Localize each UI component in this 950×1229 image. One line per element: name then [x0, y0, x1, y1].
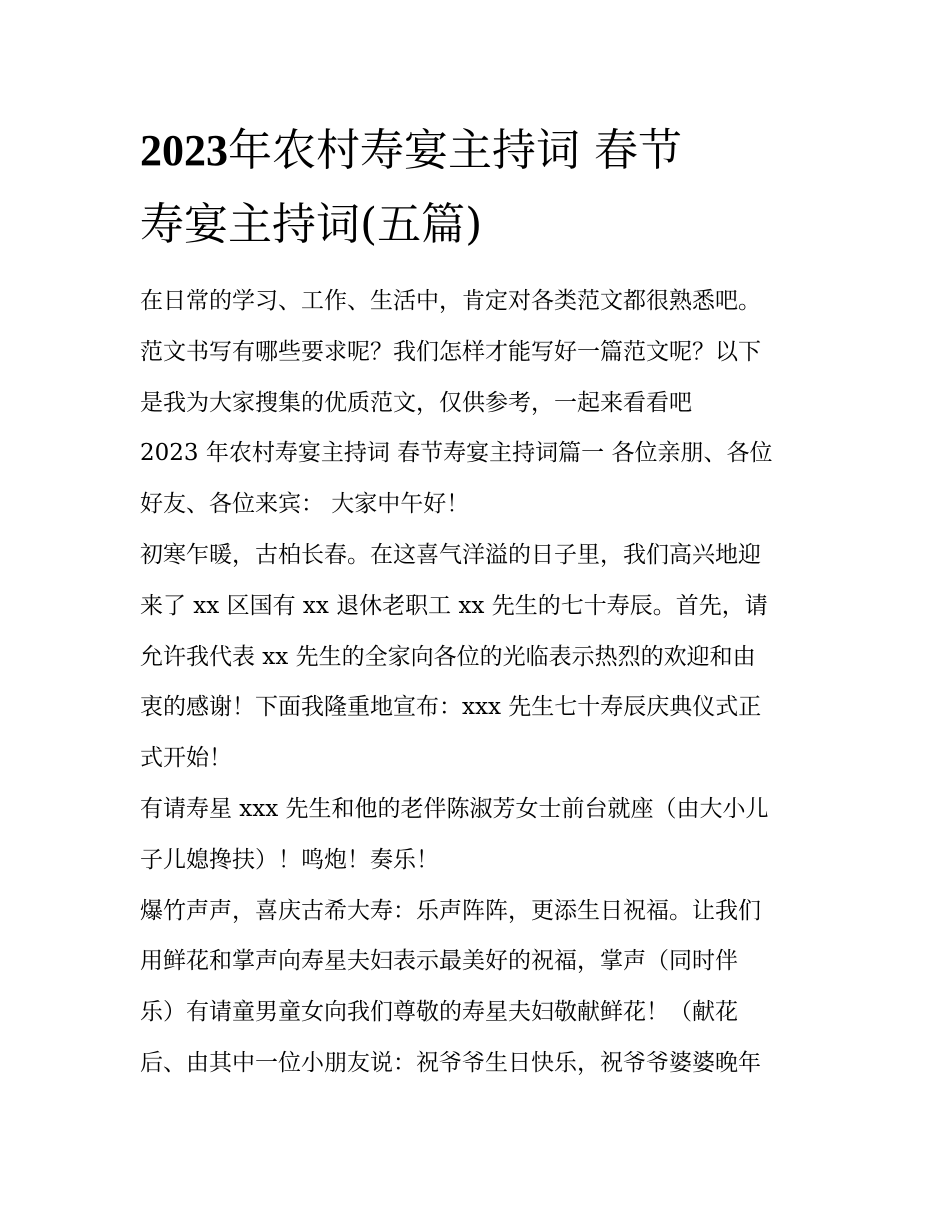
body-line: 初寒乍暖，古柏长春。在这喜气洋溢的日子里，我们高兴地迎 [140, 541, 761, 568]
body-line: 2023 年农村寿宴主持词 春节寿宴主持词篇一 各位亲朋、各位 [140, 440, 773, 467]
body-line: 有请寿星 xxx 先生和他的老伴陈淑芳女士前台就座（由大小儿 [140, 795, 769, 822]
body-line: 是我为大家搜集的优质范文，仅供参考，一起来看看吧 [140, 389, 692, 416]
body-line: 子儿媳搀扶）！鸣炮！奏乐！ [140, 846, 439, 873]
body-line: 乐）有请童男童女向我们尊敬的寿星夫妇敬献鲜花！（献花 [140, 999, 738, 1026]
body-line: 范文书写有哪些要求呢？我们怎样才能写好一篇范文呢？以下 [140, 338, 761, 365]
document-title [140, 114, 840, 262]
body-line: 好友、各位来宾： 大家中午好！ [140, 491, 470, 518]
body-line: 式开始！ [140, 745, 232, 772]
body-line: 用鲜花和掌声向寿星夫妇表示最美好的祝福，掌声（同时伴 [140, 948, 738, 975]
title-year: 2023 [140, 126, 228, 175]
title-line-1 [140, 114, 840, 188]
body-line: 来了 xx 区国有 xx 退休老职工 xx 先生的七十寿辰。首先，请 [140, 592, 768, 619]
title-line-2: 寿宴主持词(五篇) [140, 199, 483, 250]
body-line: 爆竹声声，喜庆古希大寿：乐声阵阵，更添生日祝福。让我们 [140, 897, 761, 924]
body-line: 后、由其中一位小朋友说：祝爷爷生日快乐，祝爷爷婆婆晚年 [140, 1049, 761, 1076]
title-line-1-text: 年农村寿宴主持词 春节 [228, 125, 682, 176]
body-line: 衷的感谢！下面我隆重地宣布：xxx 先生七十寿辰庆典仪式正 [140, 694, 762, 721]
body-line: 允许我代表 xx 先生的全家向各位的光临表示热烈的欢迎和由 [140, 643, 756, 670]
body-line: 在日常的学习、工作、生活中，肯定对各类范文都很熟悉吧。 [140, 288, 761, 314]
document-body [140, 276, 840, 1089]
